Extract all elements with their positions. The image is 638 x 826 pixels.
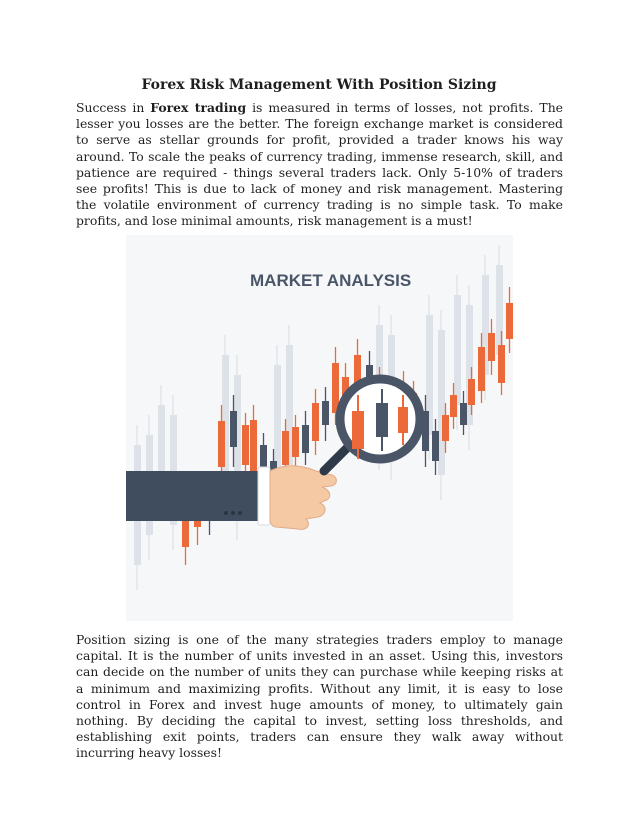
bullish-candle: [442, 415, 449, 441]
intro-text-start: Success in: [76, 100, 151, 115]
bearish-candle: [432, 431, 439, 461]
bearish-candle: [322, 401, 329, 425]
bearish-candle: [230, 411, 237, 447]
bullish-candle: [478, 347, 485, 391]
bullish-candle: [292, 427, 299, 457]
bullish-candle: [506, 303, 513, 339]
bullish-candle: [182, 517, 189, 547]
position-sizing-paragraph: Position sizing is one of the many strategies traders employ to manage capital. It is the number of units invested in an asset. Using this, investors can decide on the number of units they can purchase while keeping risks at a minimum and maximizing profits. Without any limit, it is easy to lose control in Forex and invest huge amounts of money, to ultimately gain nothing. By deciding the capital to invest, setting loss thresholds, and establishing exit points, traders can ensure they walk away without incurring heavy losses!: [76, 632, 563, 761]
bullish-candle: [312, 403, 319, 441]
bearish-candle: [260, 445, 267, 467]
hand: [270, 466, 336, 530]
bullish-candle: [488, 333, 495, 361]
shirt-cuff: [258, 467, 270, 525]
market-analysis-illustration: [126, 235, 513, 621]
ghost-candle-body: [274, 365, 281, 475]
bullish-candle: [498, 345, 505, 383]
market-analysis-heading: MARKET ANALYSIS: [250, 271, 412, 290]
bullish-candle: [242, 425, 249, 465]
intro-text-rest: is measured in terms of losses, not profits. The lesser you losses are the better. The foreign exchange market is considered to serve as stellar grounds for profit, provided a trader knows his way around. To scale the peaks of currency trading, immense research, skill, and patience are required - things several traders lack. Only 5-10% of traders see profits! This is due to lack of money and risk management. Mastering the volatile environment of currency trading is no simple task. To make profits, and lose minimal amounts, risk management is a must!: [76, 100, 564, 229]
bearish-candle: [302, 425, 309, 453]
candlestick-artwork: [126, 235, 513, 621]
bullish-candle: [218, 421, 225, 467]
ghost-candle-body: [454, 295, 461, 405]
bullish-candle: [450, 395, 457, 417]
bullish-candle: [468, 379, 475, 405]
bearish-candle: [460, 403, 467, 425]
forex-trading-link: Forex trading: [150, 100, 247, 115]
sleeve-button: [224, 511, 228, 515]
sleeve-button: [231, 511, 235, 515]
bullish-candle: [282, 431, 289, 465]
sleeve-button: [238, 511, 242, 515]
ghost-candle-body: [438, 330, 445, 475]
intro-paragraph: [76, 100, 563, 230]
magnifier-handle: [324, 447, 348, 471]
document-title: Forex Risk Management With Position Sizing: [141, 77, 497, 93]
